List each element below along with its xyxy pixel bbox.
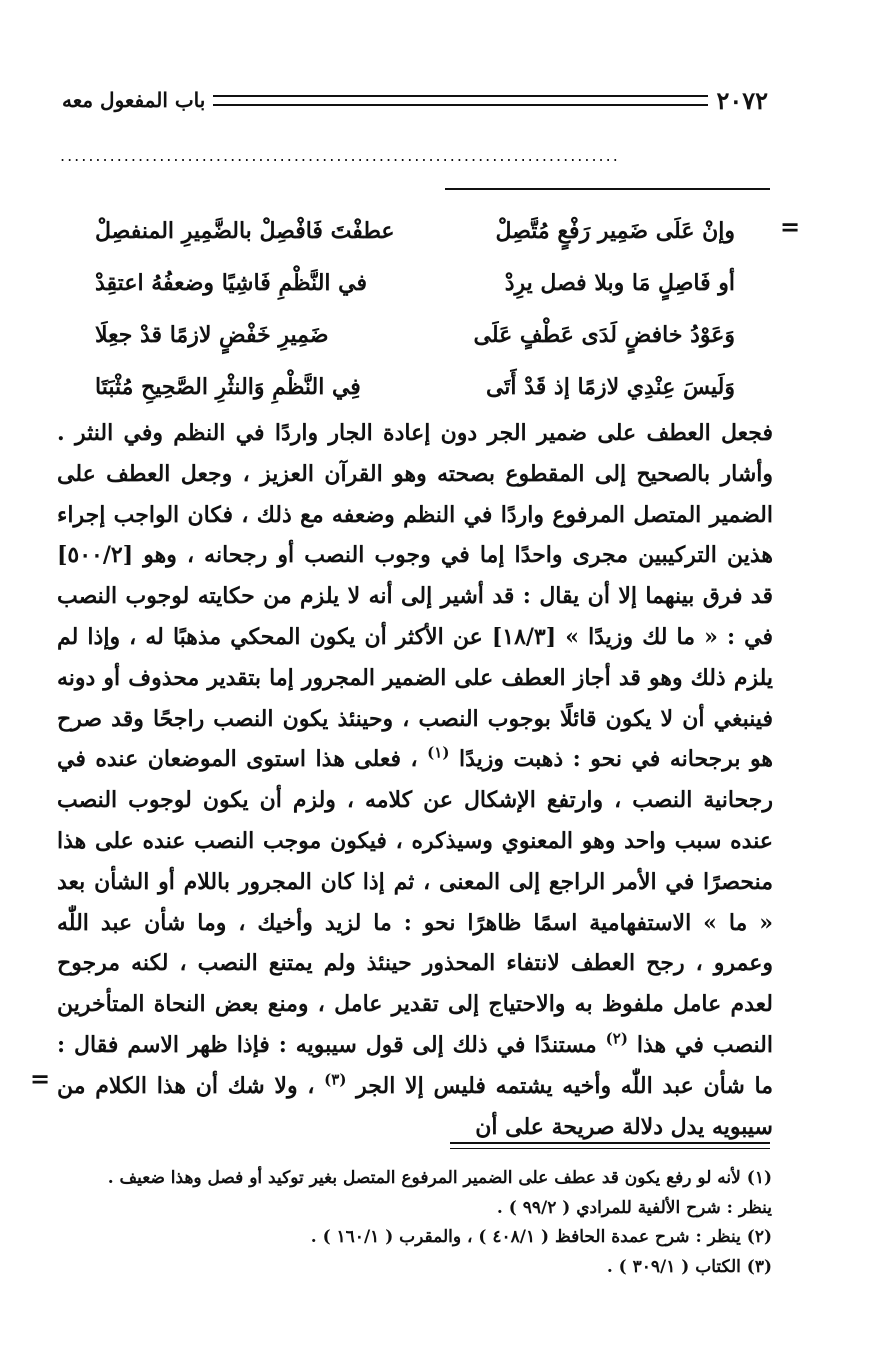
footnote-3: (٣) الكتاب ( ٣٠٩/١ ) . [606,1256,772,1277]
running-header [62,82,768,118]
header-rule [213,95,708,106]
footnote-1-cont: ينظر : شرح الألفية للمرادي ( ٩٩/٢ ) . [496,1197,772,1218]
body-text-part: فجعل العطف على ضمير الجر دون إعادة الجار واردًا في النظم وفي النثر . وأشار بالصحيح إلى المقطوع بصحته وهو القرآن العزيز ، وجعل العطف على الضمير المتصل المرفوع واردًا في النظم وضعفه مع ذلك ، فكان الواجب إجراء هذين التركيبين مجرى واحدًا إما في وجوب النصب أو رجحانه ، وهو [٥٠٠/٢] قد فرق بينهما إلا أن يقال : قد أشير إلى أنه لا يلزم من حكايته لوجوب النصب في : « ما لك وزيدًا » [١٨/٣] عن الأكثر أن يكون المحكي مذهبًا له ، وإذا لم يلزم ذلك وهو قد أجاز العطف على الضمير المجرور إما بتقدير محذوف أو دونه فينبغي أن لا يكون قائلًا بوجوب النصب ، وحينئذ يكون النصب راجحًا وقد صرح هو برجحانه في نحو : ذهبت وزيدًا [57,420,774,773]
page-number: ٢٠٧٢ [716,85,768,115]
dotted-separator: ............................................................................... [60,146,620,165]
verse-first-hemistich: أو فَاصِلٍ مَا وبلا فصل يرِدْ [504,270,735,296]
continuation-mark-bottom: = [30,1064,51,1093]
verse-first-hemistich: وَعَوْدُ خافضٍ لَدَى عَطْفٍ عَلَى [473,322,735,348]
verse-line [95,257,735,309]
footnotes [60,1164,772,1282]
body-text [57,413,773,1147]
verse-line [95,361,735,413]
footnote-rule [450,1142,770,1144]
verse-second-hemistich: في النَّظْمِ فَاشِيًا وضعفُهُ اعتقِدْ [95,270,368,296]
footnote-1: (١) لأنه لو رفع يكون قد عطف على الضمير المرفوع المتصل بغير توكيد أو فصل وهذا ضعيف . [107,1168,772,1188]
body-paragraph [57,413,773,1147]
footnote-ref-3[interactable]: (٣) [324,1070,347,1089]
verse-line [95,205,735,257]
verse-rule [445,188,770,190]
footnote-ref-2[interactable]: (٢) [605,1029,628,1048]
body-text-part: مستندًا في ذلك إلى قول سيبويه : فإذا ظهر الاسم فقال : ما شأن عبد اللّٰه وأخيه يشتمه فليس إلا الجر [57,1031,773,1099]
verse-second-hemistich: ضَمِيرِ خَفْضٍ لازمًا قدْ جعِلَا [95,322,329,348]
verse-first-hemistich: وَلَيسَ عِنْدِي لازمًا إذ قَدْ أَتَى [485,374,735,400]
footnote-ref-1[interactable]: (١) [427,744,450,763]
verse-block [95,205,735,413]
footnote-rule-thin [450,1148,770,1149]
chapter-title: باب المفعول معه [62,88,206,112]
body-text-part: ، ولا شك أن هذا الكلام من سيبويه يدل دلالة صريحة على أن [57,1072,773,1140]
verse-second-hemistich: فِي النَّظْمِ وَالنثْرِ الصَّحِيحِ مُثْبَتَا [95,374,361,400]
verse-second-hemistich: عطفْتَ فَافْصِلْ بالضَّمِيرِ المنفصِلْ [95,218,395,244]
verse-line [95,309,735,361]
continuation-mark-top: = [780,212,801,241]
verse-first-hemistich: وإنْ عَلَى ضَمِير رَفْعٍ مُتَّصِلْ [495,218,735,244]
body-text-part: ، فعلى هذا استوى الموضعان عنده في رجحانية النصب ، وارتفع الإشكال عن كلامه ، ولزم أن يكون لوجوب النصب عنده سبب واحد وهو المعنوي وسيذكره ، فيكون موجب النصب عنده على هذا منحصرًا في الأمر الراجع إلى المعنى ، ثم إذا كان المجرور باللام أو الشأن بعد « ما » الاستفهامية اسمًا ظاهرًا نحو : ما لزيد وأخيك ، وما شأن عبد اللّٰه وعمرو ، رجح العطف لانتفاء المحذور حينئذ ولم يمتنع النصب ، لكنه مرجوح لعدم عامل ملفوظ به والاحتياج إلى تقدير عامل ، ومنع بعض النحاة المتأخرين النصب في هذا [57,746,773,1058]
footnote-2: (٢) ينظر : شرح عمدة الحافظ ( ٤٠٨/١ ) ، والمقرب ( ١٦٠/١ ) . [310,1227,772,1247]
